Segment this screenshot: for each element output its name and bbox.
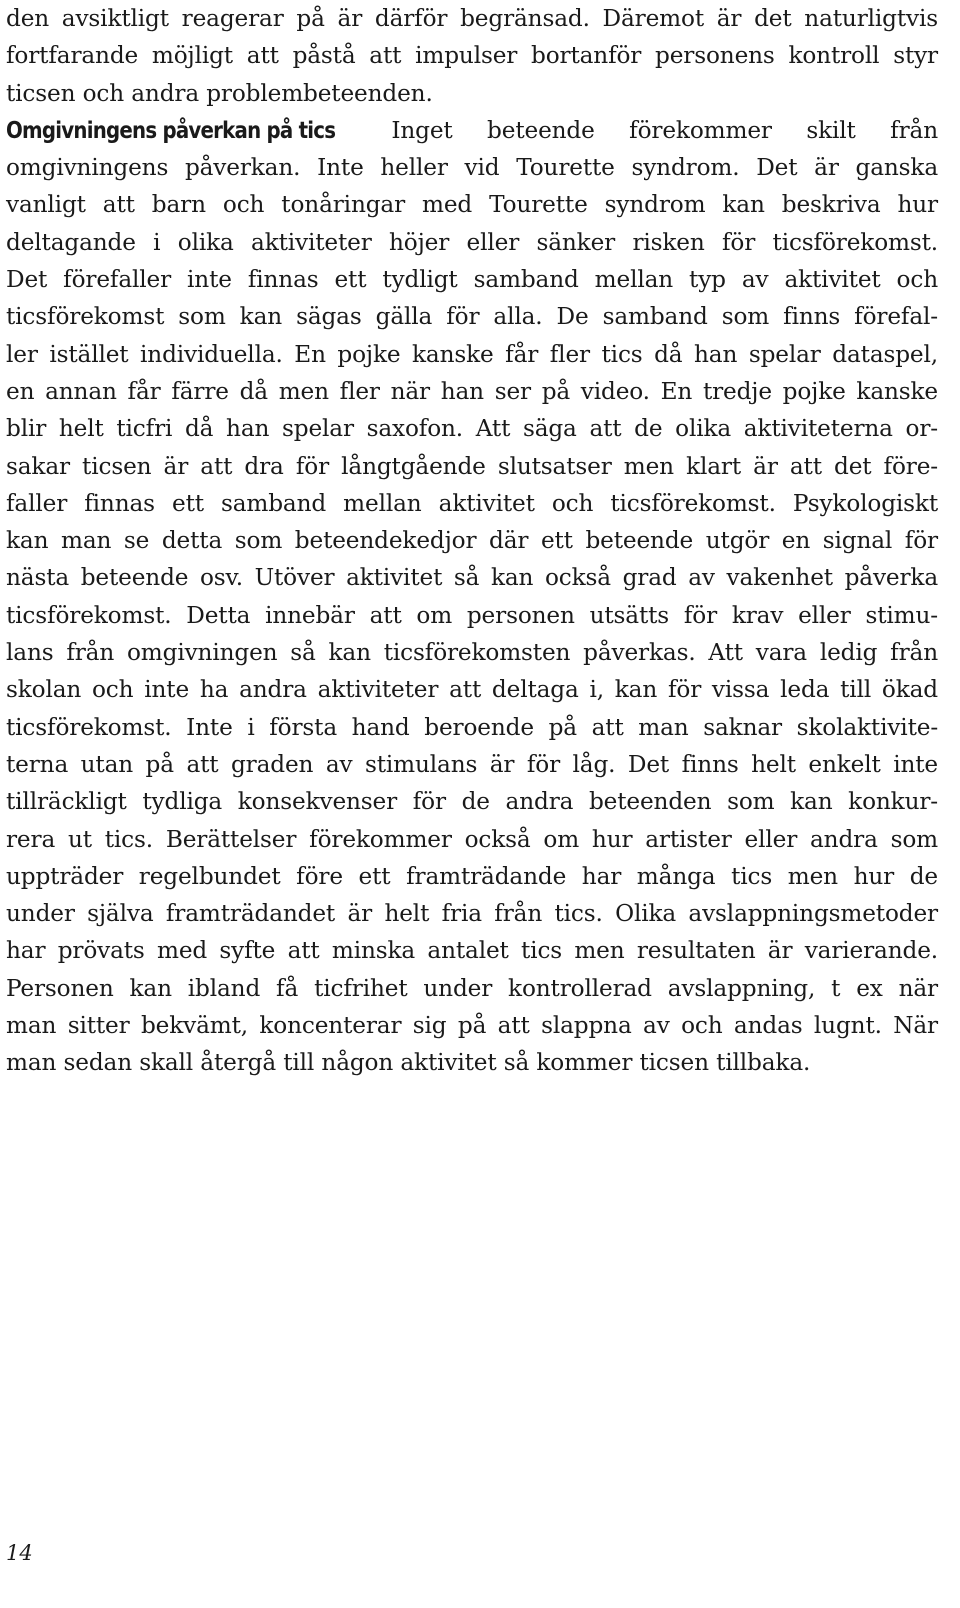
text-line: en annan får färre då men fler när han ser på video. En tredje pojke kanske [6, 377, 938, 405]
body-text [6, 0, 938, 1082]
text-line: Det förefaller inte finnas ett tydligt samband mellan typ av aktivitet och [6, 266, 938, 294]
text-line: blir helt ticfri då han spelar saxofon. Att säga att de olika aktiviteterna or- [6, 415, 938, 443]
text-line: sakar ticsen är att dra för långtgående slutsatser men klart är att det före- [6, 452, 938, 480]
page-number: 14 [6, 1541, 33, 1565]
text-line: man sedan skall återgå till någon aktivitet så kommer ticsen tillbaka. [6, 1049, 811, 1077]
text-line: Personen kan ibland få ticfrihet under kontrollerad avslappning, t ex när [6, 974, 938, 1002]
text-line: nästa beteende osv. Utöver aktivitet så kan också grad av vakenhet påverka [6, 564, 938, 592]
text-line: deltagande i olika aktiviteter höjer eller sänker risken för ticsförekomst. [6, 228, 938, 256]
text-line: skolan och inte ha andra aktiviteter att deltaga i, kan för vissa leda till ökad [6, 676, 938, 704]
text-line: ticsförekomst. Detta innebär att om personen utsätts för krav eller stimu- [6, 601, 938, 629]
text-line: rera ut tics. Berättelser förekommer också om hur artister eller andra som [6, 825, 938, 853]
text-line: omgivningens påverkan. Inte heller vid Tourette syndrom. Det är ganska [6, 154, 938, 182]
text-line: har prövats med syfte att minska antalet tics men resultaten är varierande. [6, 937, 938, 965]
text-line: ticsförekomst som kan sägas gälla för alla. De samband som finns förefal- [6, 303, 938, 331]
text-line: lans från omgivningen så kan ticsförekomsten påverkas. Att vara ledig från [6, 639, 938, 667]
text-line: den avsiktligt reagerar på är därför begränsad. Däremot är det naturligtvis [6, 5, 938, 32]
text-line: under själva framträdandet är helt fria från tics. Olika avslappningsmetoder [6, 900, 938, 928]
text-line: uppträder regelbundet före ett framträdande har många tics men hur de [6, 862, 938, 890]
text-line: faller finnas ett samband mellan aktivitet och ticsförekomst. Psykologiskt [6, 489, 938, 517]
heading-line [6, 112, 938, 149]
text-line: vanligt att barn och tonåringar med Tourette syndrom kan beskriva hur [6, 191, 938, 219]
section-heading: Omgivningens påverkan på tics [6, 117, 336, 144]
text-line: ticsförekomst. Inte i första hand beroende på att man saknar skolaktivite- [6, 713, 938, 741]
text-line: ler istället individuella. En pojke kanske får fler tics då han spelar dataspel, [6, 340, 938, 368]
text-line: tillräckligt tydliga konsekvenser för de andra beteenden som kan konkur- [6, 788, 938, 816]
heading-line-text: Inget beteende förekommer skilt från [356, 116, 938, 144]
text-line: ticsen och andra problembeteenden. [6, 79, 433, 107]
text-line: kan man se detta som beteendekedjor där ett beteende utgör en signal för [6, 527, 938, 555]
text-line: terna utan på att graden av stimulans är för låg. Det finns helt enkelt inte [6, 750, 938, 778]
text-line: man sitter bekvämt, koncenterar sig på att slappna av och andas lugnt. När [6, 1012, 938, 1040]
text-line: fortfarande möjligt att påstå att impulser bortanför personens kontroll styr [6, 42, 938, 70]
